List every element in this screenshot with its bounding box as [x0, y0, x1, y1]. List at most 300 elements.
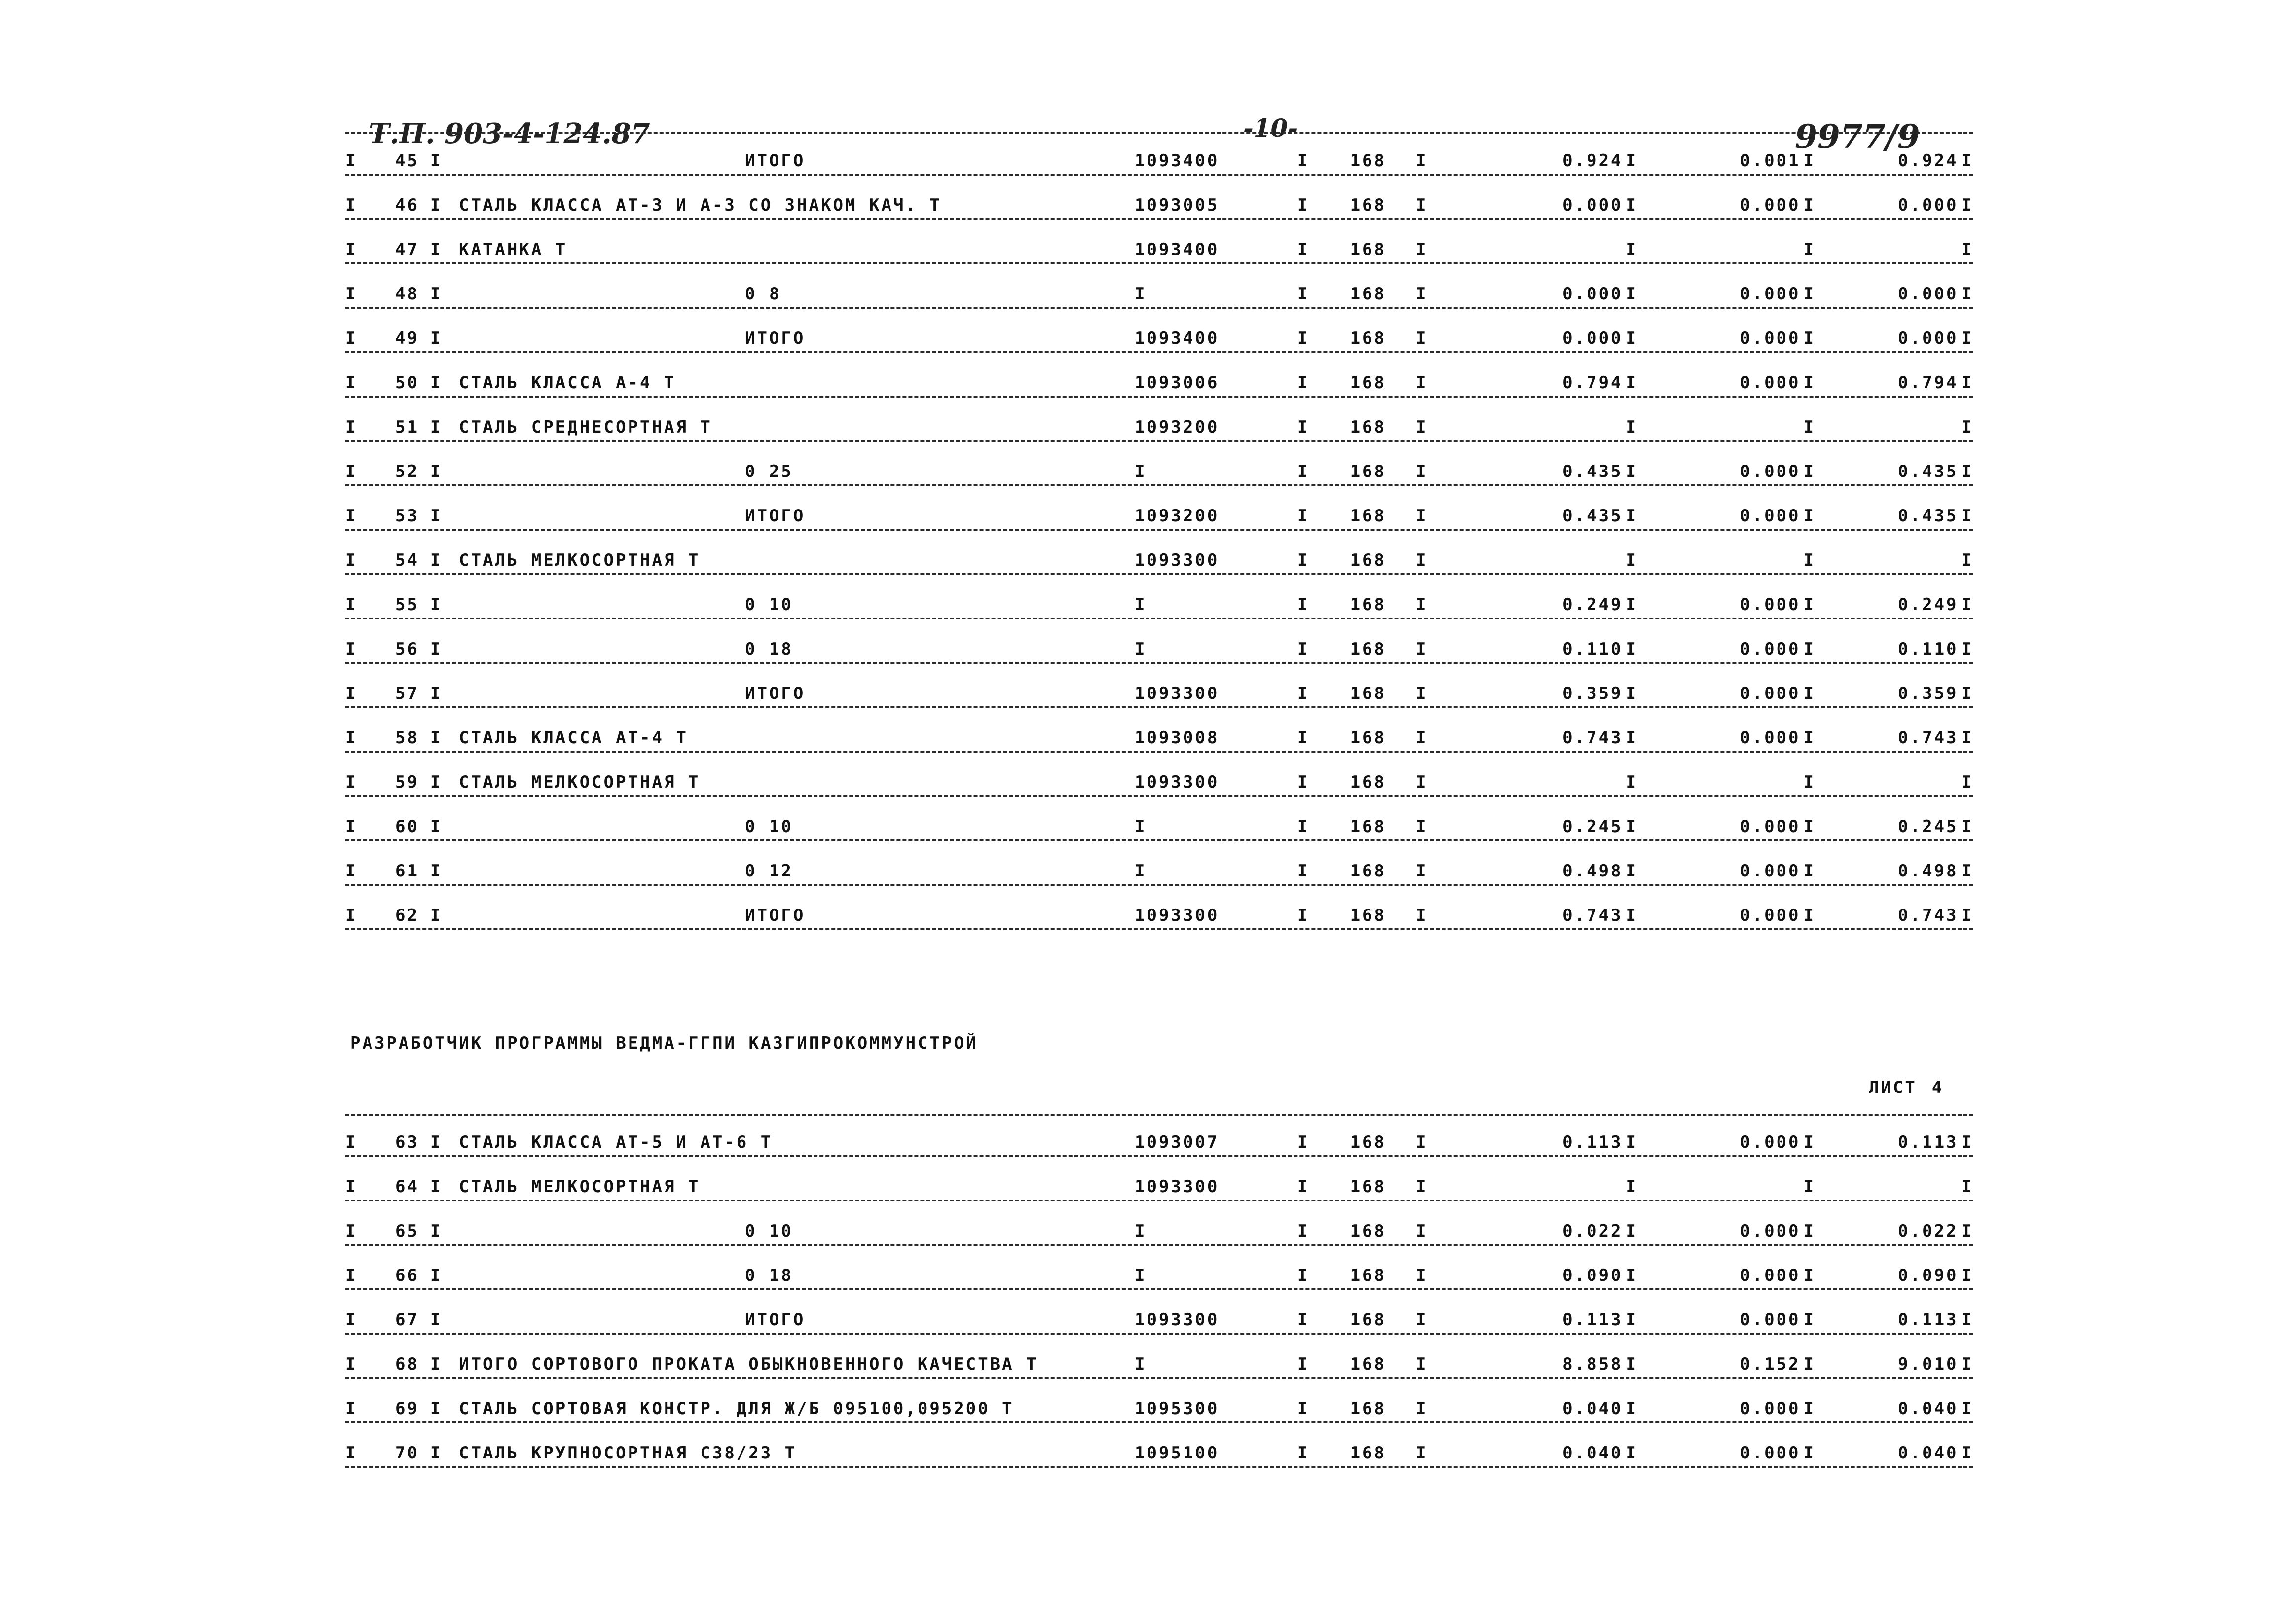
- value-1-text: 0.249: [1562, 595, 1623, 615]
- item-quantity-code: 168: [1350, 1266, 1386, 1285]
- value-1: [1505, 906, 1638, 925]
- value-2-text: 0.000: [1740, 328, 1801, 348]
- column-separator: I: [1416, 373, 1428, 393]
- column-separator: I: [1803, 373, 1815, 393]
- table-row: [345, 314, 1973, 358]
- table-row: [345, 1384, 1973, 1428]
- column-separator: I: [1416, 861, 1428, 881]
- row-border-left: I: [345, 684, 358, 703]
- column-separator: I: [1626, 1221, 1638, 1241]
- row-border-left: I: [345, 1443, 358, 1463]
- value-1-text: 0.040: [1562, 1443, 1623, 1463]
- value-2: [1687, 1310, 1815, 1330]
- row-number: 63: [395, 1132, 419, 1152]
- value-1: [1505, 240, 1638, 259]
- row-number: 55: [395, 595, 419, 615]
- column-separator: I: [1803, 728, 1815, 748]
- column-separator: I: [1803, 240, 1815, 259]
- value-1: [1505, 550, 1638, 570]
- column-separator: I: [1297, 240, 1310, 259]
- item-code: I: [1135, 284, 1147, 304]
- value-2-text: 0.000: [1740, 728, 1801, 748]
- value-2: [1687, 1354, 1815, 1374]
- value-2: [1687, 595, 1815, 615]
- table-row: [345, 447, 1973, 491]
- column-separator: I: [430, 417, 443, 437]
- value-3-text: 0.000: [1898, 284, 1959, 304]
- item-name: КАТАНКА Т: [459, 240, 568, 259]
- value-1: [1505, 151, 1638, 171]
- item-name: СТАЛЬ КЛАССА АТ-3 И А-3 СО ЗНАКОМ КАЧ. Т: [459, 195, 942, 215]
- value-3: [1860, 151, 1973, 171]
- value-2: [1687, 1132, 1815, 1152]
- column-separator: I: [1961, 1221, 1973, 1241]
- value-1-text: 0.498: [1562, 861, 1623, 881]
- row-border-left: I: [345, 1310, 358, 1330]
- table-row: [345, 1206, 1973, 1251]
- item-code: I: [1135, 1266, 1147, 1285]
- column-separator: I: [430, 1399, 443, 1419]
- value-1-text: 0.040: [1562, 1399, 1623, 1419]
- column-separator: I: [430, 1266, 443, 1285]
- value-2: [1687, 328, 1815, 348]
- column-separator: I: [1961, 240, 1973, 259]
- item-code: 1093005: [1135, 195, 1220, 215]
- value-2: [1687, 462, 1815, 481]
- value-3: [1860, 195, 1973, 215]
- column-separator: I: [1416, 1132, 1428, 1152]
- column-separator: I: [430, 151, 443, 171]
- column-separator: I: [1297, 506, 1310, 526]
- value-3: [1860, 728, 1973, 748]
- value-2-text: 0.000: [1740, 506, 1801, 526]
- item-code: 1093300: [1135, 550, 1220, 570]
- column-separator: I: [1961, 506, 1973, 526]
- item-quantity-code: 168: [1350, 1354, 1386, 1374]
- value-2-text: 0.000: [1740, 684, 1801, 703]
- value-3-text: 0.040: [1898, 1443, 1959, 1463]
- item-subline: 0 25: [745, 462, 793, 481]
- value-1: [1505, 195, 1638, 215]
- item-code: I: [1135, 639, 1147, 659]
- column-separator: I: [1416, 1177, 1428, 1197]
- item-code: 1093300: [1135, 906, 1220, 925]
- value-1: [1505, 506, 1638, 526]
- item-subline: 0 10: [745, 1221, 793, 1241]
- column-separator: I: [1626, 1177, 1638, 1197]
- item-subline: 0 10: [745, 595, 793, 615]
- row-border-left: I: [345, 328, 358, 348]
- value-1-text: 0.110: [1562, 639, 1623, 659]
- value-3: [1860, 240, 1973, 259]
- column-separator: I: [1961, 817, 1973, 837]
- row-border-left: I: [345, 195, 358, 215]
- column-separator: I: [430, 240, 443, 259]
- value-1: [1505, 417, 1638, 437]
- column-separator: I: [1803, 1266, 1815, 1285]
- item-quantity-code: 168: [1350, 728, 1386, 748]
- table-row: [345, 536, 1973, 580]
- item-quantity-code: 168: [1350, 906, 1386, 925]
- value-1: [1505, 1177, 1638, 1197]
- item-name: СТАЛЬ КЛАССА АТ-5 И АТ-6 Т: [459, 1132, 773, 1152]
- column-separator: I: [1961, 1310, 1973, 1330]
- row-border-left: I: [345, 1221, 358, 1241]
- item-code: I: [1135, 1354, 1147, 1374]
- column-separator: I: [1297, 550, 1310, 570]
- value-3: [1860, 1443, 1973, 1463]
- value-1: [1505, 373, 1638, 393]
- column-separator: I: [1297, 328, 1310, 348]
- column-separator: I: [1961, 1443, 1973, 1463]
- column-separator: I: [1961, 1354, 1973, 1374]
- column-separator: I: [1626, 906, 1638, 925]
- column-separator: I: [430, 550, 443, 570]
- column-separator: I: [1626, 861, 1638, 881]
- row-number: 58: [395, 728, 419, 748]
- item-quantity-code: 168: [1350, 151, 1386, 171]
- value-1: [1505, 1443, 1638, 1463]
- value-3-text: 0.743: [1898, 728, 1959, 748]
- column-separator: I: [1803, 506, 1815, 526]
- item-quantity-code: 168: [1350, 1399, 1386, 1419]
- column-separator: I: [1803, 1310, 1815, 1330]
- column-separator: I: [1297, 1221, 1310, 1241]
- row-border-left: I: [345, 417, 358, 437]
- row-number: 51: [395, 417, 419, 437]
- value-3: [1860, 906, 1973, 925]
- column-separator: I: [430, 595, 443, 615]
- column-separator: I: [1626, 772, 1638, 792]
- item-name: СТАЛЬ СРЕДНЕСОРТНАЯ Т: [459, 417, 712, 437]
- column-separator: I: [430, 462, 443, 481]
- row-number: 61: [395, 861, 419, 881]
- column-separator: I: [1416, 1221, 1428, 1241]
- item-subline: ИТОГО: [745, 1310, 806, 1330]
- value-3: [1860, 817, 1973, 837]
- value-2-text: 0.000: [1740, 284, 1801, 304]
- value-1-text: 0.359: [1562, 684, 1623, 703]
- value-2: [1687, 639, 1815, 659]
- table-top-rule: [345, 129, 1973, 136]
- spec-table-bottom: [345, 1111, 1973, 1473]
- column-separator: I: [1416, 550, 1428, 570]
- row-number: 59: [395, 772, 419, 792]
- column-separator: I: [1626, 284, 1638, 304]
- value-1-text: 0.090: [1562, 1266, 1623, 1285]
- value-2: [1687, 1399, 1815, 1419]
- column-separator: I: [1803, 684, 1815, 703]
- value-2: [1687, 240, 1815, 259]
- column-separator: I: [1416, 906, 1428, 925]
- table-row: [345, 269, 1973, 314]
- value-2-text: 0.000: [1740, 817, 1801, 837]
- value-2: [1687, 817, 1815, 837]
- value-1: [1505, 328, 1638, 348]
- column-separator: I: [1961, 1266, 1973, 1285]
- item-code: I: [1135, 817, 1147, 837]
- value-1: [1505, 1399, 1638, 1419]
- row-number: 47: [395, 240, 419, 259]
- item-code: 1093007: [1135, 1132, 1220, 1152]
- item-quantity-code: 168: [1350, 417, 1386, 437]
- column-separator: I: [1626, 728, 1638, 748]
- value-3-text: 0.000: [1898, 195, 1959, 215]
- column-separator: I: [1803, 639, 1815, 659]
- item-code: 1093300: [1135, 772, 1220, 792]
- value-3-text: 0.040: [1898, 1399, 1959, 1419]
- column-separator: I: [1416, 462, 1428, 481]
- table-row: [345, 1162, 1973, 1206]
- column-separator: I: [1626, 328, 1638, 348]
- value-1-text: 0.794: [1562, 373, 1623, 393]
- item-code: 1093400: [1135, 240, 1220, 259]
- spec-table-top: [345, 129, 1973, 935]
- item-code: 1093400: [1135, 151, 1220, 171]
- item-quantity-code: 168: [1350, 861, 1386, 881]
- item-code: 1093300: [1135, 1310, 1220, 1330]
- value-2-text: 0.000: [1740, 861, 1801, 881]
- column-separator: I: [1297, 373, 1310, 393]
- column-separator: I: [1416, 506, 1428, 526]
- value-1-text: 0.743: [1562, 906, 1623, 925]
- table-row: [345, 181, 1973, 225]
- row-border-left: I: [345, 151, 358, 171]
- column-separator: I: [1961, 728, 1973, 748]
- value-3-text: 9.010: [1898, 1354, 1959, 1374]
- column-separator: I: [1803, 817, 1815, 837]
- column-separator: I: [1803, 1221, 1815, 1241]
- column-separator: I: [1416, 1354, 1428, 1374]
- column-separator: I: [1961, 861, 1973, 881]
- value-3-text: 0.435: [1898, 506, 1959, 526]
- column-separator: I: [430, 1132, 443, 1152]
- column-separator: I: [1961, 1177, 1973, 1197]
- value-3: [1860, 328, 1973, 348]
- table-row: [345, 225, 1973, 269]
- value-3: [1860, 861, 1973, 881]
- table-row: [345, 1340, 1973, 1384]
- item-subline: 0 12: [745, 861, 793, 881]
- column-separator: I: [1626, 1310, 1638, 1330]
- column-separator: I: [1297, 1310, 1310, 1330]
- table-row: [345, 491, 1973, 536]
- value-3-text: 0.245: [1898, 817, 1959, 837]
- value-3: [1860, 417, 1973, 437]
- column-separator: I: [430, 1443, 443, 1463]
- item-quantity-code: 168: [1350, 195, 1386, 215]
- row-number: 50: [395, 373, 419, 393]
- item-name: СТАЛЬ СОРТОВАЯ КОНСТР. ДЛЯ Ж/Б 095100,095200 Т: [459, 1399, 1014, 1419]
- column-separator: I: [1416, 772, 1428, 792]
- column-separator: I: [1416, 1399, 1428, 1419]
- column-separator: I: [1626, 1399, 1638, 1419]
- value-2-text: 0.000: [1740, 1221, 1801, 1241]
- column-separator: I: [430, 1221, 443, 1241]
- value-3-text: 0.022: [1898, 1221, 1959, 1241]
- column-separator: I: [1961, 462, 1973, 481]
- item-code: I: [1135, 595, 1147, 615]
- value-2-text: 0.000: [1740, 1132, 1801, 1152]
- item-code: I: [1135, 462, 1147, 481]
- column-separator: I: [1297, 1443, 1310, 1463]
- column-separator: I: [1416, 328, 1428, 348]
- column-separator: I: [1297, 1266, 1310, 1285]
- row-number: 67: [395, 1310, 419, 1330]
- row-number: 53: [395, 506, 419, 526]
- value-2: [1687, 284, 1815, 304]
- item-subline: ИТОГО: [745, 906, 806, 925]
- column-separator: I: [430, 772, 443, 792]
- column-separator: I: [1626, 373, 1638, 393]
- item-code: 1093400: [1135, 328, 1220, 348]
- column-separator: I: [1626, 1132, 1638, 1152]
- column-separator: I: [1297, 1132, 1310, 1152]
- table-row: [345, 891, 1973, 935]
- value-1-text: 0.113: [1562, 1310, 1623, 1330]
- row-number: 46: [395, 195, 419, 215]
- row-border-left: I: [345, 1177, 358, 1197]
- value-2: [1687, 861, 1815, 881]
- value-3: [1860, 506, 1973, 526]
- item-name: СТАЛЬ КЛАССА АТ-4 Т: [459, 728, 688, 748]
- table-top-rule: [345, 1111, 1973, 1118]
- column-separator: I: [1961, 195, 1973, 215]
- column-separator: I: [1416, 684, 1428, 703]
- value-2: [1687, 151, 1815, 171]
- item-code: 1093200: [1135, 506, 1220, 526]
- column-separator: I: [1961, 151, 1973, 171]
- value-2-text: 0.000: [1740, 373, 1801, 393]
- value-1-text: 0.743: [1562, 728, 1623, 748]
- row-number: 49: [395, 328, 419, 348]
- value-3-text: 0.090: [1898, 1266, 1959, 1285]
- table-row: [345, 669, 1973, 713]
- value-3: [1860, 595, 1973, 615]
- value-2: [1687, 1221, 1815, 1241]
- column-separator: I: [1626, 462, 1638, 481]
- value-3: [1860, 1177, 1973, 1197]
- row-border-left: I: [345, 595, 358, 615]
- value-2: [1687, 1443, 1815, 1463]
- value-1-text: 0.924: [1562, 151, 1623, 171]
- column-separator: I: [430, 728, 443, 748]
- row-border-left: I: [345, 728, 358, 748]
- item-subline: ИТОГО: [745, 506, 806, 526]
- row-border-left: I: [345, 373, 358, 393]
- sheet-label-text: ЛИСТ: [1869, 1078, 1917, 1097]
- item-subline: ИТОГО: [745, 151, 806, 171]
- value-3-text: 0.924: [1898, 151, 1959, 171]
- table-row: [345, 580, 1973, 624]
- item-code: 1093200: [1135, 417, 1220, 437]
- row-number: 65: [395, 1221, 419, 1241]
- table-row: [345, 1295, 1973, 1340]
- value-1-text: 0.113: [1562, 1132, 1623, 1152]
- value-1: [1505, 861, 1638, 881]
- column-separator: I: [1961, 906, 1973, 925]
- item-code: 1093300: [1135, 1177, 1220, 1197]
- value-1: [1505, 1310, 1638, 1330]
- column-separator: I: [1803, 1354, 1815, 1374]
- column-separator: I: [1626, 240, 1638, 259]
- item-quantity-code: 168: [1350, 373, 1386, 393]
- column-separator: I: [1803, 861, 1815, 881]
- value-1-text: 0.000: [1562, 195, 1623, 215]
- table-row: [345, 846, 1973, 891]
- column-separator: I: [1626, 1443, 1638, 1463]
- column-separator: I: [1297, 1177, 1310, 1197]
- row-number: 66: [395, 1266, 419, 1285]
- value-2-text: 0.152: [1740, 1354, 1801, 1374]
- column-separator: I: [1416, 595, 1428, 615]
- value-1: [1505, 1354, 1638, 1374]
- item-quantity-code: 168: [1350, 1221, 1386, 1241]
- value-3: [1860, 1132, 1973, 1152]
- column-separator: I: [1626, 151, 1638, 171]
- table-row: [345, 1118, 1973, 1162]
- item-code: 1095300: [1135, 1399, 1220, 1419]
- value-2: [1687, 1266, 1815, 1285]
- column-separator: I: [1297, 1399, 1310, 1419]
- value-2: [1687, 195, 1815, 215]
- row-border-left: I: [345, 861, 358, 881]
- value-3: [1860, 1266, 1973, 1285]
- column-separator: I: [430, 284, 443, 304]
- row-border-left: I: [345, 462, 358, 481]
- value-1-text: 0.435: [1562, 462, 1623, 481]
- column-separator: I: [1803, 417, 1815, 437]
- value-1: [1505, 772, 1638, 792]
- row-number: 68: [395, 1354, 419, 1374]
- row-number: 70: [395, 1443, 419, 1463]
- value-2-text: 0.000: [1740, 595, 1801, 615]
- column-separator: I: [1297, 417, 1310, 437]
- value-1: [1505, 1266, 1638, 1285]
- item-subline: ИТОГО: [745, 328, 806, 348]
- column-separator: I: [1626, 550, 1638, 570]
- item-code: 1093008: [1135, 728, 1220, 748]
- item-quantity-code: 168: [1350, 1310, 1386, 1330]
- column-separator: I: [430, 195, 443, 215]
- column-separator: I: [1961, 328, 1973, 348]
- column-separator: I: [1626, 817, 1638, 837]
- row-number: 62: [395, 906, 419, 925]
- row-border-left: I: [345, 772, 358, 792]
- value-3: [1860, 462, 1973, 481]
- table-row: [345, 402, 1973, 447]
- value-2: [1687, 906, 1815, 925]
- column-separator: I: [1626, 417, 1638, 437]
- item-quantity-code: 168: [1350, 595, 1386, 615]
- table-row: [345, 624, 1973, 669]
- column-separator: I: [1297, 684, 1310, 703]
- value-2-text: 0.001: [1740, 151, 1801, 171]
- row-number: 52: [395, 462, 419, 481]
- value-1-text: 0.022: [1562, 1221, 1623, 1241]
- value-1: [1505, 817, 1638, 837]
- column-separator: I: [1416, 1443, 1428, 1463]
- column-separator: I: [1626, 195, 1638, 215]
- row-border-left: I: [345, 550, 358, 570]
- item-subline: 0 18: [745, 1266, 793, 1285]
- sheet-mark: 9977/9: [1795, 117, 1920, 156]
- column-separator: I: [1961, 373, 1973, 393]
- value-3-text: 0.249: [1898, 595, 1959, 615]
- table-row: [345, 1428, 1973, 1473]
- column-separator: I: [1626, 1354, 1638, 1374]
- column-separator: I: [1416, 284, 1428, 304]
